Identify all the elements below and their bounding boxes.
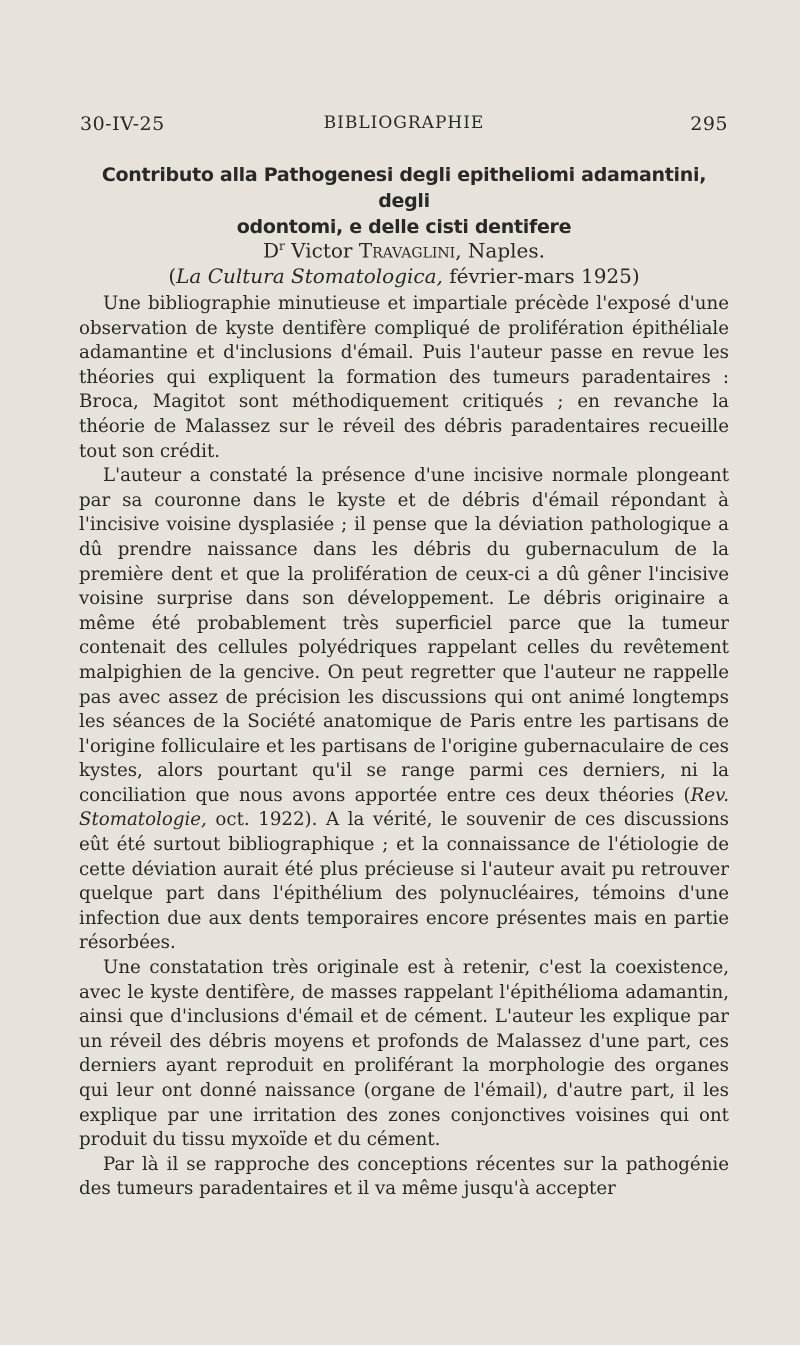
running-header [80, 113, 728, 139]
paragraph-2-reference: Rev. Stomatologie, [79, 784, 729, 831]
title-line-2: odontomi, e delle cisti dentifere [236, 216, 572, 238]
header-section: BIBLIOGRAPHIE [323, 113, 485, 133]
author-last-name: Travaglini [358, 238, 456, 263]
source-date: février-mars 1925) [442, 264, 640, 288]
author-city: , Naples. [455, 238, 545, 263]
author-line [78, 232, 730, 265]
title-line-1: Contributo alla Pathogenesi degli epitheliomi adamantini, degli [101, 164, 707, 212]
paragraph-3: Une constatation très originale est à retenir, c'est la coexistence, avec le kyste dentifère, de masses rappelant l'épithélioma adamantin, ainsi que d'inclusions d'émail et de cément. L'auteur les explique par un réveil des débris moyens et profonds de Malassez d'une part, ces derniers ayant reproduit en proliférant la morphologie des organes qui leur ont donné naissance (organe de l'émail), d'autre part, il les explique par une irritation des zones conjonctives voisines qui ont produit du tissu myxoïde et du cément. [79, 957, 729, 1151]
source-journal: La Cultura Stomatologica, [176, 264, 443, 288]
paragraph-2-part-a: L'auteur a constaté la présence d'une incisive normale plongeant par sa couronne dans le kyste et de débris d'émail répondant à l'incisive voisine dysplasiée ; il pense que la déviation pathologique a dû prendre naissance dans les débris du gubernaculum de la première dent et que la prolifération de ceux-ci a dû gêner l'incisive voisine surprise dans son développement. Le débris originaire a même été probablement très superficiel parce que la tumeur contenait des cellules polyédriques rappelant celles du revêtement malpighien de la gencive. On peut regretter que l'auteur ne rappelle pas avec assez de précision les discussions qui ont animé longtemps les séances de la Société anatomique de Paris entre les partisans de l'origine folliculaire et les partisans de l'origine gubernaculaire de ces kystes, alors pourtant qu'il se range parmi ces derniers, ni la conciliation que nous avons apportée entre ces deux théories ( [79, 465, 729, 806]
paragraph-4: Par là il se rapproche des conceptions récentes sur la pathogénie des tumeurs paradentaires et il va même jusqu'à accepter [79, 1153, 729, 1200]
paragraph-2-part-b: oct. 1922). A la vérité, le souvenir de ces discussions eût été surtout bibliographique ; et la connaissance de l'étiologie de cette déviation aurait été plus précieuse si l'auteur avait pu retrouver quelque part dans l'épithélium des polynucléaires, témoins d'une infection due aux dents temporaires encore présentes mais en partie résorbées. [79, 809, 729, 954]
author-prefix-sup: r [279, 239, 285, 253]
author-prefix: D [263, 238, 280, 263]
header-date: 30-IV-25 [80, 113, 165, 135]
paragraph-2 [79, 464, 729, 956]
page-number: 295 [690, 113, 728, 135]
article-body [79, 292, 729, 1202]
source-open-paren: ( [168, 264, 177, 288]
author-first-name: Victor [291, 238, 353, 263]
article-title [78, 162, 730, 240]
source-line [78, 262, 730, 290]
paragraph-1: Une bibliographie minutieuse et impartiale précède l'exposé d'une observation de kyste dentifère compliqué de prolifération épithéliale adamantine et d'inclusions d'émail. Puis l'auteur passe en revue les théories qui expliquent la formation des tumeurs paradentaires : Broca, Magitot sont méthodiquement critiqués ; en revanche la théorie de Malassez sur le réveil des débris paradentaires recueille tout son crédit. [79, 293, 729, 462]
